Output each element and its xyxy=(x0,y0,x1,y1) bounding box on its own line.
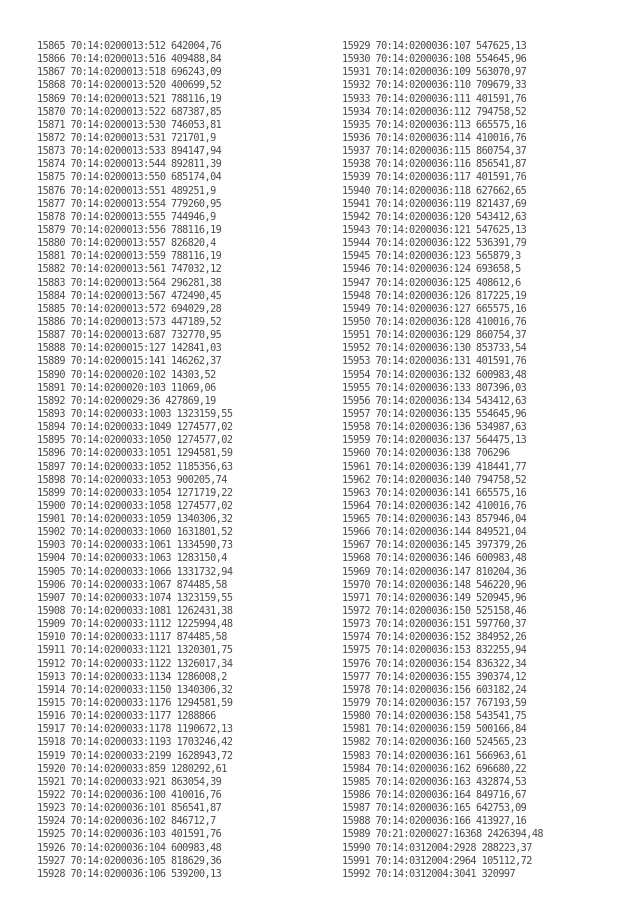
record-row: 15886 70:14:0200013:573 447189,52 xyxy=(37,316,222,328)
record-row: 15966 70:14:0200036:144 849521,04 xyxy=(342,527,527,539)
record-row: 15925 70:14:0200036:103 401591,76 xyxy=(37,829,222,841)
record-row: 15875 70:14:0200013:550 685174,04 xyxy=(37,172,222,184)
record-row: 15898 70:14:0200033:1053 900205,74 xyxy=(37,474,227,486)
record-row: 15888 70:14:0200015:127 142841,03 xyxy=(37,343,222,355)
record-row: 15949 70:14:0200036:127 665575,16 xyxy=(342,303,527,315)
record-row: 15951 70:14:0200036:129 860754,37 xyxy=(342,330,527,342)
record-row: 15866 70:14:0200013:516 409488,84 xyxy=(37,54,222,66)
record-row: 15978 70:14:0200036:156 603182,24 xyxy=(342,684,527,696)
record-row: 15918 70:14:0200033:1193 1703246,42 xyxy=(37,737,233,749)
record-row: 15938 70:14:0200036:116 856541,87 xyxy=(342,159,527,171)
record-row: 15873 70:14:0200013:533 894147,94 xyxy=(37,146,222,158)
record-row: 15974 70:14:0200036:152 384952,26 xyxy=(342,632,527,644)
record-row: 15940 70:14:0200036:118 627662,65 xyxy=(342,185,527,197)
record-row: 15962 70:14:0200036:140 794758,52 xyxy=(342,474,527,486)
record-row: 15868 70:14:0200013:520 400699,52 xyxy=(37,80,222,92)
record-row: 15957 70:14:0200036:135 554645,96 xyxy=(342,408,527,420)
record-row: 15980 70:14:0200036:158 543541,75 xyxy=(342,711,527,723)
record-row: 15916 70:14:0200033:1177 1288866 xyxy=(37,711,216,723)
record-row: 15930 70:14:0200036:108 554645,96 xyxy=(342,54,527,66)
record-row: 15874 70:14:0200013:544 892811,39 xyxy=(37,159,222,171)
record-row: 15905 70:14:0200033:1066 1331732,94 xyxy=(37,566,233,578)
record-row: 15907 70:14:0200033:1074 1323159,55 xyxy=(37,592,233,604)
record-row: 15973 70:14:0200036:151 597760,37 xyxy=(342,619,527,631)
record-row: 15971 70:14:0200036:149 520945,96 xyxy=(342,592,527,604)
record-row: 15977 70:14:0200036:155 390374,12 xyxy=(342,671,527,683)
record-row: 15911 70:14:0200033:1121 1320301,75 xyxy=(37,645,233,657)
record-row: 15945 70:14:0200036:123 565879,3 xyxy=(342,251,521,263)
record-row: 15936 70:14:0200036:114 410016,76 xyxy=(342,132,527,144)
record-row: 15890 70:14:0200020:102 14303,52 xyxy=(37,369,216,381)
record-row: 15976 70:14:0200036:154 836322,34 xyxy=(342,658,527,670)
record-row: 15913 70:14:0200033:1134 1286008,2 xyxy=(37,671,227,683)
record-row: 15899 70:14:0200033:1054 1271719,22 xyxy=(37,487,233,499)
record-row: 15894 70:14:0200033:1049 1274577,02 xyxy=(37,422,233,434)
record-row: 15895 70:14:0200033:1050 1274577,02 xyxy=(37,435,233,447)
record-row: 15871 70:14:0200013:530 746053,81 xyxy=(37,119,222,131)
record-row: 15934 70:14:0200036:112 794758,52 xyxy=(342,106,527,118)
record-row: 15906 70:14:0200033:1067 874485,58 xyxy=(37,579,227,591)
record-row: 15944 70:14:0200036:122 536391,79 xyxy=(342,238,527,250)
record-row: 15953 70:14:0200036:131 401591,76 xyxy=(342,356,527,368)
record-row: 15904 70:14:0200033:1063 1283150,4 xyxy=(37,553,227,565)
record-row: 15920 70:14:0200033:859 1280292,61 xyxy=(37,763,227,775)
record-row: 15897 70:14:0200033:1052 1185356,63 xyxy=(37,461,233,473)
record-row: 15872 70:14:0200013:531 721701,9 xyxy=(37,132,216,144)
record-row: 15869 70:14:0200013:521 788116,19 xyxy=(37,93,222,105)
record-row: 15965 70:14:0200036:143 857946,04 xyxy=(342,514,527,526)
record-row: 15987 70:14:0200036:165 642753,09 xyxy=(342,803,527,815)
record-row: 15910 70:14:0200033:1117 874485,58 xyxy=(37,632,227,644)
record-row: 15924 70:14:0200036:102 846712,7 xyxy=(37,816,216,828)
record-row: 15967 70:14:0200036:145 397379,26 xyxy=(342,540,527,552)
record-row: 15988 70:14:0200036:166 413927,16 xyxy=(342,816,527,828)
record-row: 15876 70:14:0200013:551 489251,9 xyxy=(37,185,216,197)
record-row: 15935 70:14:0200036:113 665575,16 xyxy=(342,119,527,131)
record-row: 15959 70:14:0200036:137 564475,13 xyxy=(342,435,527,447)
record-row: 15928 70:14:0200036:106 539200,13 xyxy=(37,868,222,880)
record-row: 15870 70:14:0200013:522 687387,85 xyxy=(37,106,222,118)
record-row: 15950 70:14:0200036:128 410016,76 xyxy=(342,316,527,328)
record-row: 15882 70:14:0200013:561 747032,12 xyxy=(37,264,222,276)
record-row: 15893 70:14:0200033:1003 1323159,55 xyxy=(37,408,233,420)
record-row: 15903 70:14:0200033:1061 1334590,73 xyxy=(37,540,233,552)
record-row: 15867 70:14:0200013:518 696243,09 xyxy=(37,67,222,79)
record-row: 15948 70:14:0200036:126 817225,19 xyxy=(342,290,527,302)
record-row: 15942 70:14:0200036:120 543412,63 xyxy=(342,211,527,223)
record-row: 15943 70:14:0200036:121 547625,13 xyxy=(342,224,527,236)
record-row: 15881 70:14:0200013:559 788116,19 xyxy=(37,251,222,263)
record-row: 15909 70:14:0200033:1112 1225994,48 xyxy=(37,619,233,631)
record-row: 15990 70:14:0312004:2928 288223,37 xyxy=(342,842,532,854)
record-row: 15956 70:14:0200036:134 543412,63 xyxy=(342,395,527,407)
record-row: 15914 70:14:0200033:1150 1340306,32 xyxy=(37,684,233,696)
record-row: 15954 70:14:0200036:132 600983,48 xyxy=(342,369,527,381)
record-row: 15961 70:14:0200036:139 418441,77 xyxy=(342,461,527,473)
record-row: 15964 70:14:0200036:142 410016,76 xyxy=(342,500,527,512)
record-row: 15963 70:14:0200036:141 665575,16 xyxy=(342,487,527,499)
record-row: 15915 70:14:0200033:1176 1294581,59 xyxy=(37,698,233,710)
record-row: 15986 70:14:0200036:164 849716,67 xyxy=(342,790,527,802)
record-row: 15896 70:14:0200033:1051 1294581,59 xyxy=(37,448,233,460)
record-row: 15992 70:14:0312004:3041 320997 xyxy=(342,868,516,880)
record-row: 15931 70:14:0200036:109 563070,97 xyxy=(342,67,527,79)
record-row: 15985 70:14:0200036:163 432874,53 xyxy=(342,776,527,788)
record-row: 15933 70:14:0200036:111 401591,76 xyxy=(342,93,527,105)
record-row: 15917 70:14:0200033:1178 1190672,13 xyxy=(37,724,233,736)
record-row: 15932 70:14:0200036:110 709679,33 xyxy=(342,80,527,92)
record-row: 15983 70:14:0200036:161 566963,61 xyxy=(342,750,527,762)
record-row: 15989 70:21:0200027:16368 2426394,48 xyxy=(342,829,544,841)
record-row: 15975 70:14:0200036:153 832255,94 xyxy=(342,645,527,657)
record-row: 15885 70:14:0200013:572 694029,28 xyxy=(37,303,222,315)
left-column xyxy=(37,40,232,881)
record-row: 15865 70:14:0200013:512 642004,76 xyxy=(37,41,222,52)
right-column xyxy=(342,40,543,881)
record-row: 15982 70:14:0200036:160 524565,23 xyxy=(342,737,527,749)
record-row: 15921 70:14:0200033:921 863054,39 xyxy=(37,776,222,788)
record-row: 15912 70:14:0200033:1122 1326017,34 xyxy=(37,658,233,670)
record-row: 15877 70:14:0200013:554 779260,95 xyxy=(37,198,222,210)
record-row: 15972 70:14:0200036:150 525158,46 xyxy=(342,606,527,618)
record-row: 15946 70:14:0200036:124 693658,5 xyxy=(342,264,521,276)
record-row: 15922 70:14:0200036:100 410016,76 xyxy=(37,790,222,802)
record-row: 15923 70:14:0200036:101 856541,87 xyxy=(37,803,222,815)
record-row: 15887 70:14:0200013:687 732770,95 xyxy=(37,330,222,342)
record-row: 15891 70:14:0200020:103 11069,06 xyxy=(37,382,216,394)
record-row: 15919 70:14:0200033:2199 1628943,72 xyxy=(37,750,233,762)
record-row: 15878 70:14:0200013:555 744946,9 xyxy=(37,211,216,223)
record-row: 15968 70:14:0200036:146 600983,48 xyxy=(342,553,527,565)
record-row: 15883 70:14:0200013:564 296281,38 xyxy=(37,277,222,289)
record-row: 15926 70:14:0200036:104 600983,48 xyxy=(37,842,222,854)
record-row: 15927 70:14:0200036:105 818629,36 xyxy=(37,855,222,867)
record-row: 15902 70:14:0200033:1060 1631801,52 xyxy=(37,527,233,539)
record-row: 15929 70:14:0200036:107 547625,13 xyxy=(342,41,527,52)
record-row: 15969 70:14:0200036:147 810204,36 xyxy=(342,566,527,578)
record-row: 15892 70:14:0200029:36 427869,19 xyxy=(37,395,216,407)
record-row: 15900 70:14:0200033:1058 1274577,02 xyxy=(37,500,233,512)
record-row: 15979 70:14:0200036:157 767193,59 xyxy=(342,698,527,710)
record-row: 15880 70:14:0200013:557 826820,4 xyxy=(37,238,216,250)
record-row: 15955 70:14:0200036:133 807396,03 xyxy=(342,382,527,394)
record-row: 15991 70:14:0312004:2964 105112,72 xyxy=(342,855,532,867)
record-row: 15908 70:14:0200033:1081 1262431,38 xyxy=(37,606,233,618)
record-row: 15981 70:14:0200036:159 500166,84 xyxy=(342,724,527,736)
record-row: 15970 70:14:0200036:148 546220,96 xyxy=(342,579,527,591)
record-row: 15952 70:14:0200036:130 853733,54 xyxy=(342,343,527,355)
record-row: 15939 70:14:0200036:117 401591,76 xyxy=(342,172,527,184)
record-row: 15937 70:14:0200036:115 860754,37 xyxy=(342,146,527,158)
record-row: 15884 70:14:0200013:567 472490,45 xyxy=(37,290,222,302)
record-row: 15889 70:14:0200015:141 146262,37 xyxy=(37,356,222,368)
record-row: 15901 70:14:0200033:1059 1340306,32 xyxy=(37,514,233,526)
record-row: 15960 70:14:0200036:138 706296 xyxy=(342,448,510,460)
record-row: 15947 70:14:0200036:125 408612,6 xyxy=(342,277,521,289)
record-row: 15984 70:14:0200036:162 696680,22 xyxy=(342,763,527,775)
record-row: 15879 70:14:0200013:556 788116,19 xyxy=(37,224,222,236)
record-row: 15958 70:14:0200036:136 534987,63 xyxy=(342,422,527,434)
record-row: 15941 70:14:0200036:119 821437,69 xyxy=(342,198,527,210)
